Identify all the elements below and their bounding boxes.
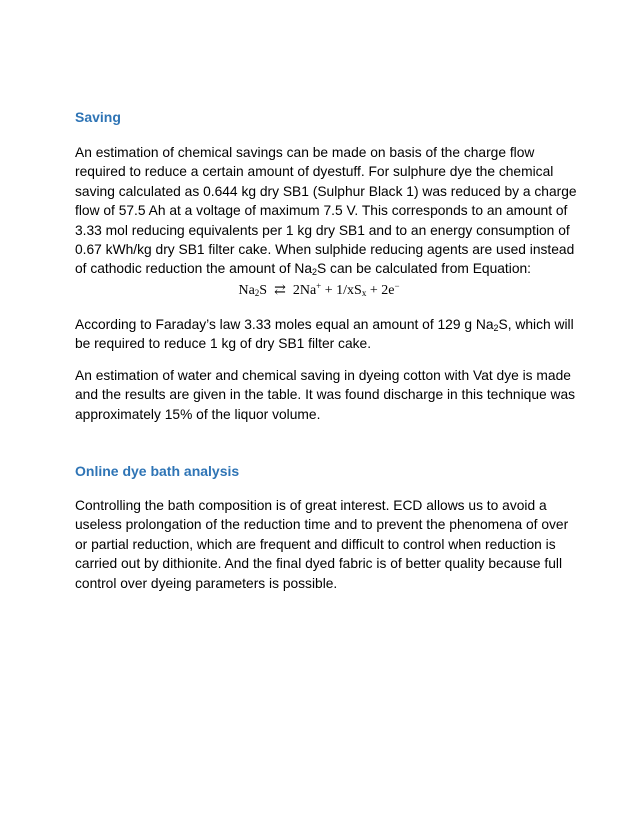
text-line: control over dyeing parameters is possible. xyxy=(75,575,338,591)
text-line: or partial reduction, which are frequent and difficult to control when reduction is xyxy=(75,536,556,552)
section-heading-online-analysis: Online dye bath analysis xyxy=(75,463,240,479)
eq-subscript: x xyxy=(361,288,367,298)
paragraph-chemical-savings xyxy=(75,143,577,279)
text-line: flow of 57.5 Ah at a voltage of maximum 7.5 V. This corresponds to an amount of xyxy=(75,203,568,219)
text-line: Controlling the bath composition is of great interest. ECD allows us to avoid a xyxy=(75,498,547,513)
eq-sodium-ion: 2Na xyxy=(292,283,317,298)
text-line: and the results are given in the table. It was found discharge in this technique was xyxy=(75,387,576,403)
text-line: be required to reduce 1 kg of dry SB1 filter cake. xyxy=(75,336,372,352)
eq-superscript: + xyxy=(316,281,322,291)
eq-subscript: 2 xyxy=(254,288,260,298)
eq-plus: + xyxy=(324,283,333,298)
equilibrium-arrow-icon: ⇄ xyxy=(274,283,286,298)
paragraph-vat-dye xyxy=(75,366,576,424)
eq-na: Na xyxy=(238,283,255,298)
eq-s: S xyxy=(259,283,268,298)
text-line: 0.67 kWh/kg dry SB1 filter cake. When sulphide reducing agents are used instead xyxy=(75,242,575,258)
text-fragment: S, which will xyxy=(498,317,574,332)
text-fragment: According to Faraday’s law 3.33 moles equal an amount of 129 g Na xyxy=(75,317,494,332)
text-line: 3.33 mol reducing equivalents per 1 kg dry SB1 and to an energy consumption of xyxy=(75,222,570,238)
section-heading-saving: Saving xyxy=(75,109,121,125)
text-line xyxy=(75,259,567,278)
text-line: useless prolongation of the reduction time and to prevent the phenomena of over xyxy=(75,517,569,533)
text-line: carried out by dithionite. And the final dyed fabric is of better quality because full xyxy=(75,556,563,572)
text-line: An estimation of water and chemical saving in dyeing cotton with Vat dye is made xyxy=(75,368,571,383)
eq-electrons: 2e xyxy=(381,283,395,298)
eq-plus: + xyxy=(369,283,378,298)
eq-superscript: − xyxy=(394,281,400,291)
text-fragment: S can be calculated from Equation: xyxy=(317,261,531,277)
text-line: approximately 15% of the liquor volume. xyxy=(75,406,321,422)
sodium-sulphide-equation xyxy=(0,282,638,299)
subscript: 2 xyxy=(312,267,318,278)
text-line: An estimation of chemical savings can be made on basis of the charge flow xyxy=(75,145,535,160)
text-line xyxy=(75,315,574,334)
text-fragment: of cathodic reduction the amount of Na xyxy=(75,261,312,277)
paragraph-bath-composition xyxy=(75,496,567,593)
eq-polysulphide: 1/xS xyxy=(336,283,362,298)
text-line: saving calculated as 0.644 kg dry SB1 (Sulphur Black 1) was reduced by a charge xyxy=(75,183,577,199)
paragraph-faraday xyxy=(75,315,574,354)
subscript: 2 xyxy=(493,323,499,333)
text-line: required to reduce a certain amount of dyestuff. For sulphure dye the chemical xyxy=(75,164,554,180)
